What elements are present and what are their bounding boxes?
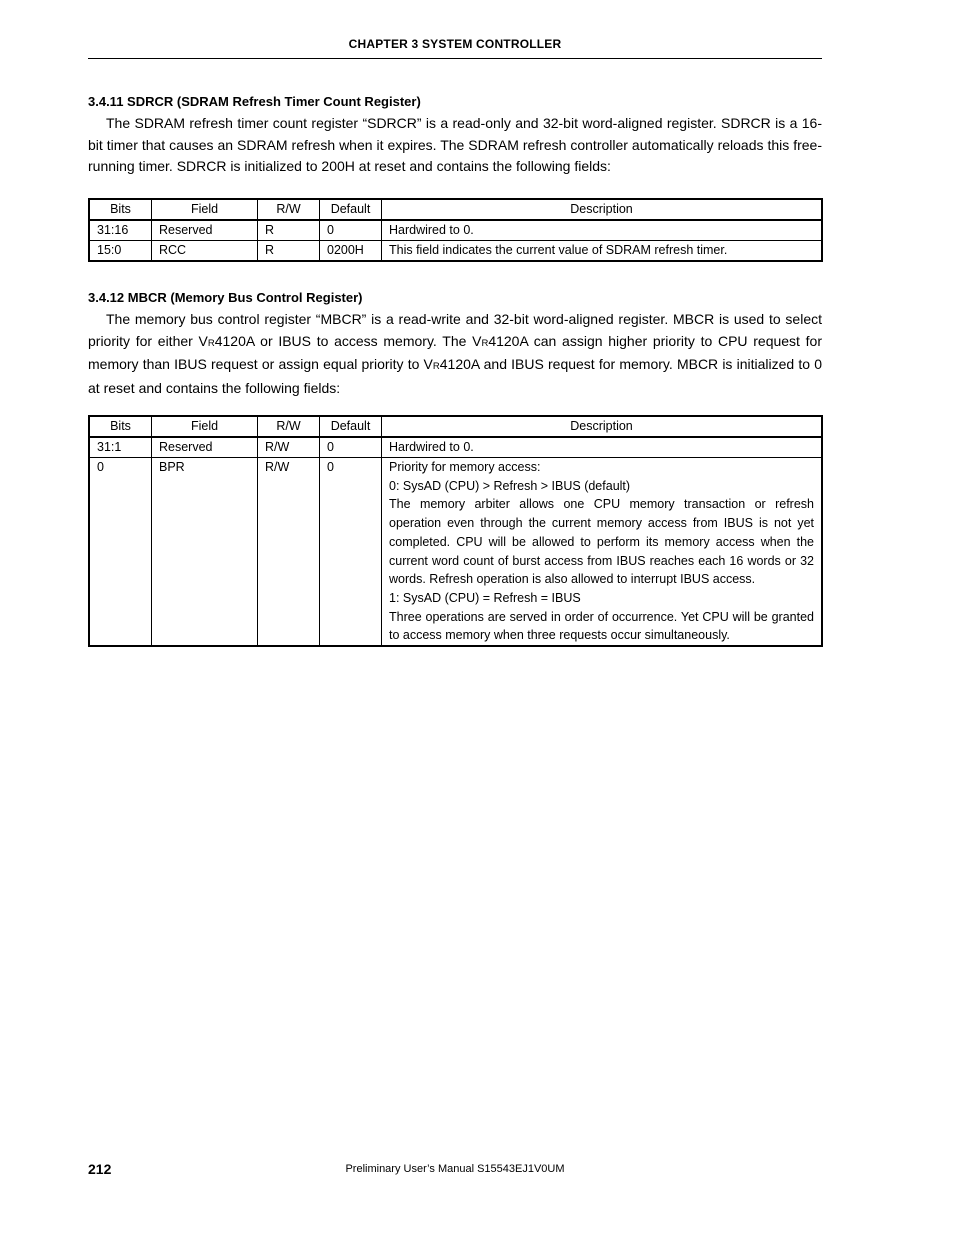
column-header-description: Description	[382, 199, 823, 220]
section-heading-mbcr: 3.4.12 MBCR (Memory Bus Control Register)	[88, 290, 363, 305]
description-line: 1: SysAD (CPU) = Refresh = IBUS	[389, 590, 581, 605]
column-header-field: Field	[152, 416, 258, 437]
table-row	[89, 437, 822, 458]
cell-field: BPR	[152, 458, 258, 647]
table-row	[89, 458, 822, 647]
mbcr-paragraph-part: 4120A and IBUS request for memory. MBCR is initialized to 0 at reset and contains the following fields:	[88, 356, 822, 396]
table-row	[89, 241, 822, 262]
mbcr-paragraph	[88, 309, 822, 399]
cell-description	[382, 458, 823, 647]
cell-bits: 31:1	[89, 437, 152, 458]
document-title: Preliminary User’s Manual S15543EJ1V0UM	[345, 1163, 565, 1175]
column-header-rw: R/W	[258, 416, 320, 437]
mbcr-subscript-r: R	[432, 361, 440, 372]
cell-default: 0	[320, 437, 382, 458]
cell-rw: R/W	[258, 458, 320, 647]
cell-field: Reserved	[152, 220, 258, 241]
cell-rw: R	[258, 241, 320, 262]
column-header-bits: Bits	[89, 199, 152, 220]
description-line: Priority for memory access:	[389, 460, 541, 474]
mbcr-paragraph-part: The memory bus control register “MBCR” is a read-write and 32-bit word-aligned register. MBCR is used to select priority for either V	[88, 311, 822, 349]
description-line: The memory arbiter allows one CPU memory transaction or refresh operation even through the current memory access from IBUS is not yet completed. CPU will be allowed to perform its memory access when the current word count of burst access from IBUS reaches each 16 words or 32 words. Refresh operation is also allowed to interrupt IBUS access.	[389, 497, 814, 587]
cell-description: This field indicates the current value of SDRAM refresh timer.	[382, 241, 823, 262]
column-header-description: Description	[382, 416, 823, 437]
mbcr-paragraph-part: 4120A or IBUS to access memory. The V	[214, 332, 482, 349]
mbcr-paragraph-part: 4120A can assign higher priority to CPU request for memory than IBUS request or assign equal priority to V	[88, 332, 822, 372]
description-line: Three operations are served in order of occurrence. Yet CPU will be granted to access memory when three requests occur simultaneously.	[389, 609, 814, 643]
table-header-row	[89, 199, 822, 220]
description-line: 0: SysAD (CPU) > Refresh > IBUS (default)	[389, 478, 631, 493]
cell-default: 0200H	[320, 241, 382, 262]
column-header-bits: Bits	[89, 416, 152, 437]
sdrcr-field-table	[88, 198, 823, 262]
chapter-header: CHAPTER 3 SYSTEM CONTROLLER	[348, 37, 562, 51]
cell-default: 0	[320, 458, 382, 647]
mbcr-subscript-r: R	[481, 337, 489, 349]
mbcr-field-table	[88, 415, 823, 647]
cell-default: 0	[320, 220, 382, 241]
mbcr-subscript-r: R	[207, 337, 215, 349]
cell-description: Hardwired to 0.	[382, 437, 823, 458]
cell-bits: 15:0	[89, 241, 152, 262]
cell-field: Reserved	[152, 437, 258, 458]
cell-rw: R/W	[258, 437, 320, 458]
section-heading-sdrcr: 3.4.11 SDRCR (SDRAM Refresh Timer Count Register)	[88, 94, 421, 109]
page-number: 212	[88, 1161, 112, 1177]
sdrcr-paragraph-text: The SDRAM refresh timer count register “SDRCR” is a read-only and 32-bit word-aligned register. SDRCR is a 16-bit timer that causes an SDRAM refresh when it expires. The SDRAM refresh controller automatically reloads this free-running timer. SDRCR is initialized to 200H at reset and contains the following fields:	[88, 115, 822, 174]
column-header-field: Field	[152, 199, 258, 220]
table-row	[89, 220, 822, 241]
column-header-rw: R/W	[258, 199, 320, 220]
header-divider	[88, 58, 822, 59]
cell-rw: R	[258, 220, 320, 241]
cell-bits: 31:16	[89, 220, 152, 241]
table-header-row	[89, 416, 822, 437]
cell-description: Hardwired to 0.	[382, 220, 823, 241]
cell-bits: 0	[89, 458, 152, 647]
column-header-default: Default	[320, 416, 382, 437]
column-header-default: Default	[320, 199, 382, 220]
cell-field: RCC	[152, 241, 258, 262]
sdrcr-paragraph	[88, 113, 822, 178]
